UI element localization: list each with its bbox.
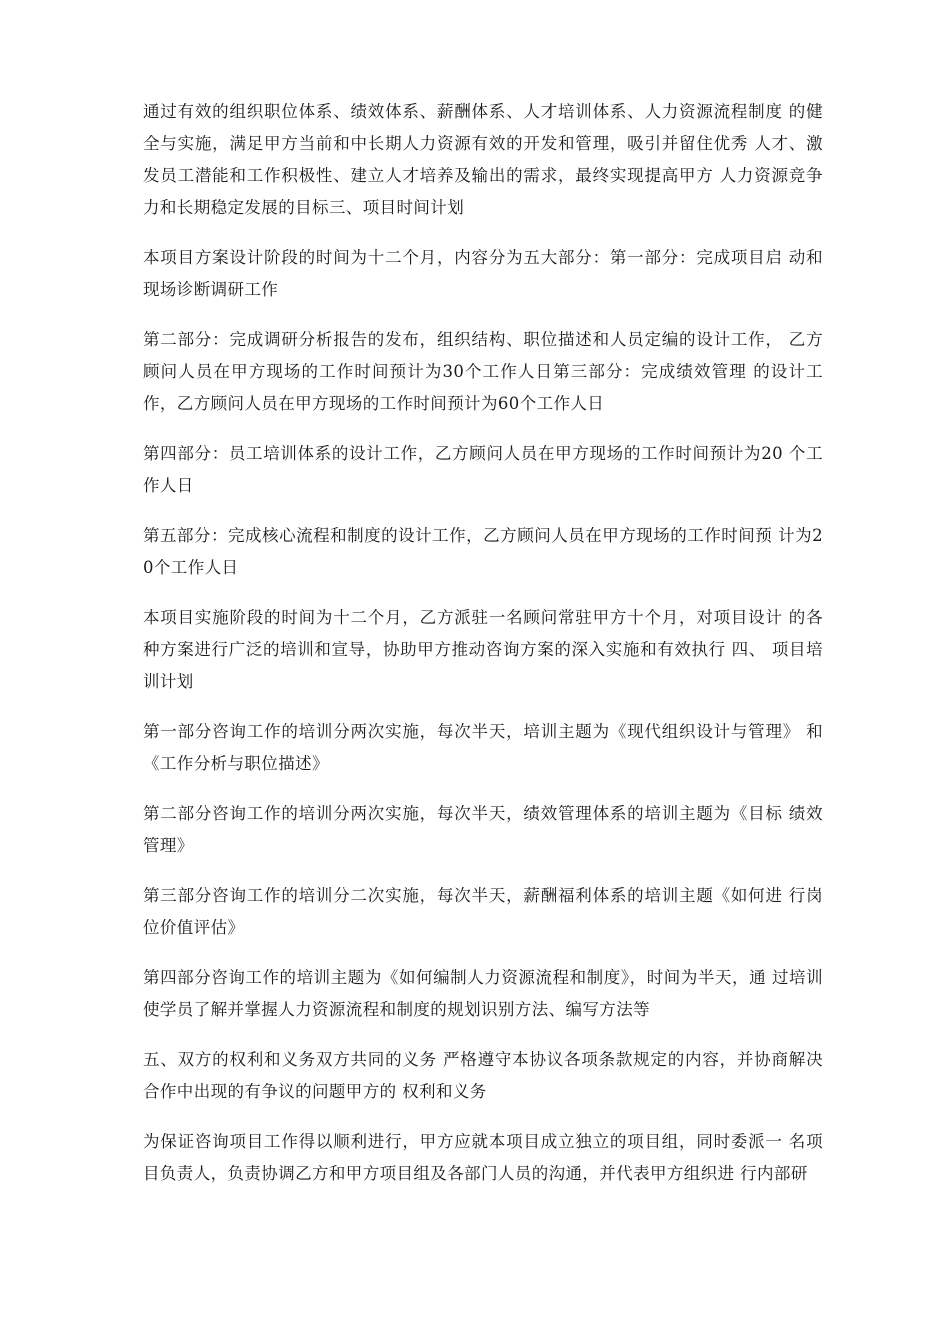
paragraph-training-part-one: 第一部分咨询工作的培训分两次实施，每次半天，培训主题为《现代组织设计与管理》 和《工作分析与职位描述》 xyxy=(143,722,823,773)
paragraph-part-two: 第二部分：完成调研分析报告的发布，组织结构、职位描述和人员定编的设计工作， 乙方顾问人员在甲方现场的工作时间预计为30个工作人日第三部分：完成绩效管理 的设计工作，乙方顾问人员在甲方现场的工作时间预计为60个工作人日 xyxy=(143,330,823,413)
paragraph-design-phase: 本项目方案设计阶段的时间为十二个月，内容分为五大部分：第一部分：完成项目启 动和现场诊断调研工作 xyxy=(143,248,823,299)
paragraph-part-four: 第四部分：员工培训体系的设计工作，乙方顾问人员在甲方现场的工作时间预计为20 个工作人日 xyxy=(143,444,823,495)
paragraph-part-five: 第五部分：完成核心流程和制度的设计工作，乙方顾问人员在甲方现场的工作时间预 计为20个工作人日 xyxy=(143,526,823,577)
paragraph-training-part-two: 第二部分咨询工作的培训分两次实施，每次半天，绩效管理体系的培训主题为《目标 绩效管理》 xyxy=(143,804,823,855)
paragraph-implementation-phase: 本项目实施阶段的时间为十二个月，乙方派驻一名顾问常驻甲方十个月，对项目设计 的各种方案进行广泛的培训和宣导，协助甲方推动咨询方案的深入实施和有效执行 四、 项目培训计划 xyxy=(143,608,823,691)
document-body xyxy=(143,96,823,1208)
paragraph-training-part-four: 第四部分咨询工作的培训主题为《如何编制人力资源流程和制度》，时间为半天，通 过培训使学员了解并掌握人力资源流程和制度的规划识别方法、编写方法等 xyxy=(143,968,823,1019)
paragraph-project-team: 为保证咨询项目工作得以顺利进行，甲方应就本项目成立独立的项目组，同时委派一 名项目负责人，负责协调乙方和甲方项目组及各部门人员的沟通，并代表甲方组织进 行内部研 xyxy=(143,1132,823,1183)
paragraph-rights-obligations: 五、双方的权利和义务双方共同的义务 严格遵守本协议各项条款规定的内容，并协商解决合作中出现的有争议的问题甲方的 权利和义务 xyxy=(143,1050,823,1101)
paragraph-goals: 通过有效的组织职位体系、绩效体系、薪酬体系、人才培训体系、人力资源流程制度 的健全与实施，满足甲方当前和中长期人力资源有效的开发和管理，吸引并留住优秀 人才、激发员工潜能和工作积极性、建立人才培养及输出的需求，最终实现提高甲方 人力资源竞争力和长期稳定发展的目标三、项目时间计划 xyxy=(143,102,823,217)
paragraph-training-part-three: 第三部分咨询工作的培训分二次实施，每次半天，薪酬福利体系的培训主题《如何进 行岗位价值评估》 xyxy=(143,886,823,937)
